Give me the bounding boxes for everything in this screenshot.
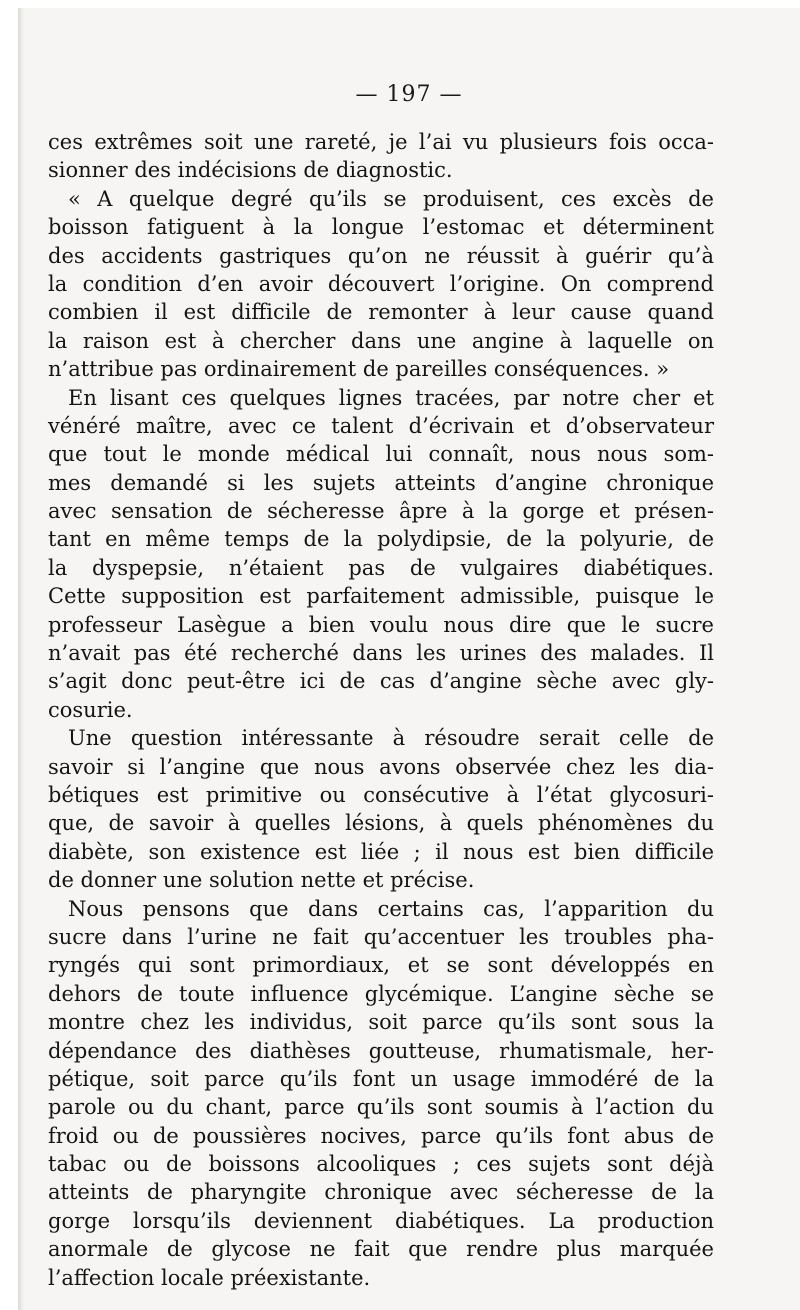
text-line: tant en même temps de la polydipsie, de la polyurie, de [48, 527, 714, 552]
body-text [48, 128, 714, 1292]
text-line: vénéré maître, avec ce talent d’écrivain et d’observateur [48, 413, 714, 438]
text-line: avec sensation de sécheresse âpre à la gorge et présen- [48, 499, 714, 524]
text-line: bétiques est primitive ou consécutive à l’état glycosuri- [48, 782, 714, 807]
text-line: atteints de pharyngite chronique avec sécheresse de la [48, 1180, 714, 1205]
text-line: sionner des indécisions de diagnostic. [48, 158, 453, 183]
text-line: combien il est difficile de remonter à leur cause quand [48, 300, 714, 325]
text-line: boisson fatiguent à la longue l’estomac et déterminent [48, 215, 714, 240]
text-line: pétique, soit parce qu’ils font un usage immodéré de la [48, 1066, 714, 1091]
text-line: froid ou de poussières nocives, parce qu’ils font abus de [48, 1123, 714, 1148]
text-line: la condition d’en avoir découvert l’origine. On comprend [48, 271, 714, 296]
text-line: anormale de glycose ne fait que rendre plus marquée [48, 1237, 714, 1262]
page-number: — 197 — [355, 82, 463, 107]
text-line: mes demandé si les sujets atteints d’angine chronique [48, 470, 714, 495]
text-line: des accidents gastriques qu’on ne réussit à guérir qu’à [48, 243, 714, 268]
text-line: Nous pensons que dans certains cas, l’apparition du [68, 896, 714, 921]
text-line: « A quelque degré qu’ils se produisent, ces excès de [68, 186, 714, 211]
text-line: s’agit donc peut-être ici de cas d’angine sèche avec gly- [48, 669, 714, 694]
text-line: ryngés qui sont primordiaux, et se sont développés en [48, 953, 714, 978]
text-line: montre chez les individus, soit parce qu’ils sont sous la [48, 1010, 714, 1035]
text-line: dépendance des diathèses goutteuse, rhumatismale, her- [48, 1038, 714, 1063]
text-line: En lisant ces quelques lignes tracées, par notre cher et [68, 385, 714, 410]
text-line: tabac ou de boissons alcooliques ; ces sujets sont déjà [48, 1152, 714, 1177]
text-line: ces extrêmes soit une rareté, je l’ai vu plusieurs fois occa- [48, 130, 714, 154]
text-line: Une question intéressante à résoudre serait celle de [68, 726, 714, 751]
text-line: la raison est à chercher dans une angine à laquelle on [48, 328, 714, 353]
text-line: cosurie. [48, 697, 133, 722]
text-line: diabète, son existence est liée ; il nous est bien difficile [48, 839, 714, 864]
text-line: l’affection locale préexistante. [48, 1265, 371, 1290]
text-line: n’attribue pas ordinairement de pareilles conséquences. » [48, 357, 670, 382]
text-line: que, de savoir à quelles lésions, à quels phénomènes du [48, 811, 714, 836]
text-line: professeur Lasègue a bien voulu nous dire que le sucre [48, 612, 714, 637]
text-line: savoir si l’angine que nous avons observée chez les dia- [48, 754, 714, 779]
text-line: parole ou du chant, parce qu’ils sont soumis à l’action du [48, 1095, 714, 1120]
book-page [18, 8, 800, 1310]
text-line: de donner une solution nette et précise. [48, 868, 475, 893]
text-line: n’avait pas été recherché dans les urines des malades. Il [48, 641, 714, 666]
text-line: la dyspepsie, n’étaient pas de vulgaires diabétiques. [48, 555, 714, 580]
text-line: sucre dans l’urine ne fait qu’accentuer les troubles pha- [48, 924, 714, 949]
text-line: dehors de toute influence glycémique. L’angine sèche se [48, 981, 714, 1006]
text-line: que tout le monde médical lui connaît, nous nous som- [48, 442, 714, 467]
text-line: gorge lorsqu’ils deviennent diabétiques. La production [48, 1208, 714, 1233]
text-line: Cette supposition est parfaitement admissible, puisque le [48, 584, 714, 609]
